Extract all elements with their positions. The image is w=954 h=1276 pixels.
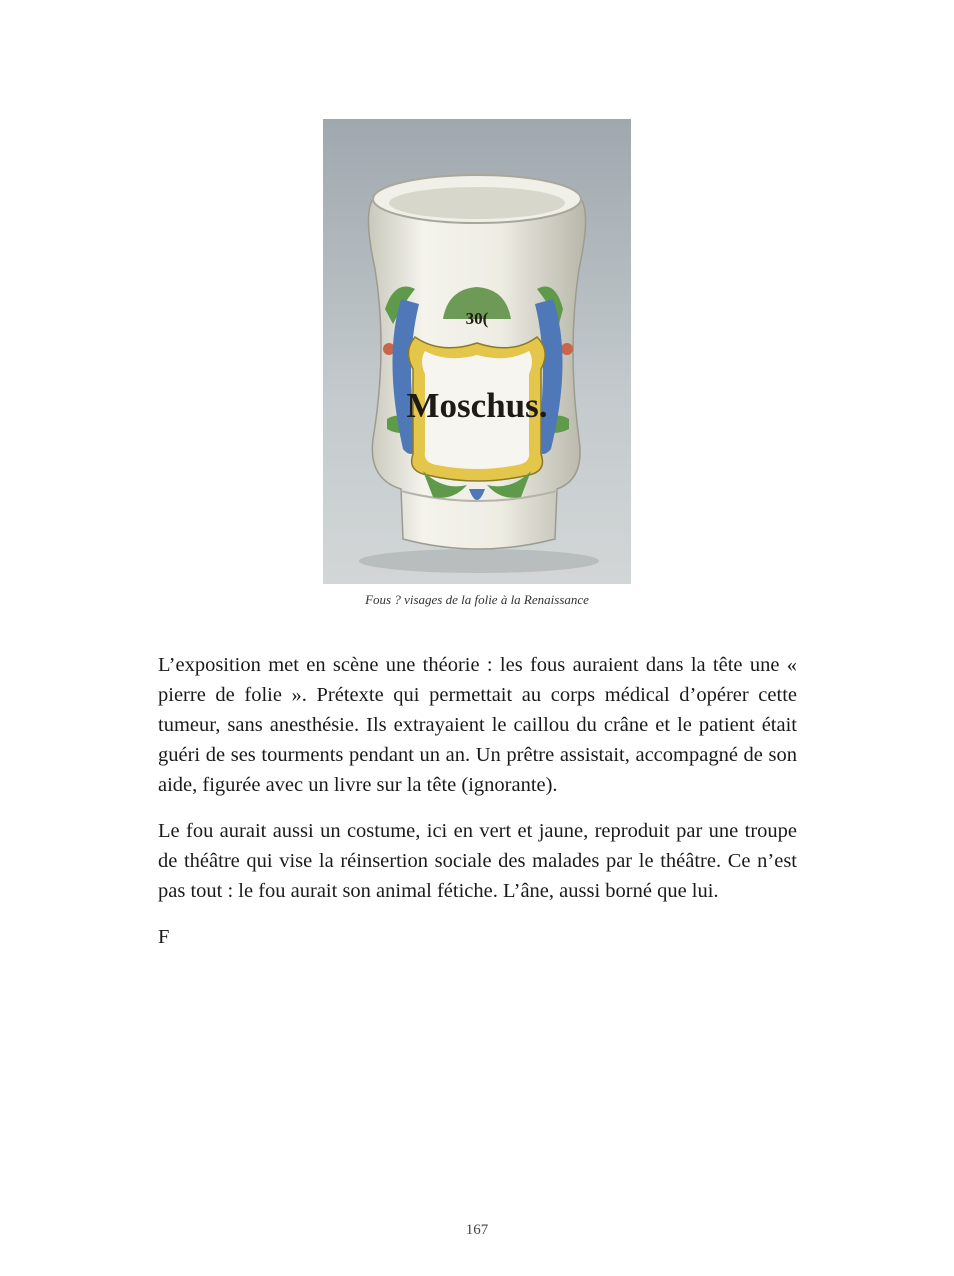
paragraph: L’exposition met en scène une théorie : les fous auraient dans la tête une « pierre de folie ». Prétexte qui permettait au corps médical d’opérer cette tumeur, sans anesthésie. Ils extrayaient le caillou du crâne et le patient était guéri de ses tourments pendant un an. Un prêtre assistait, accompagné de son aide, figurée avec un livre sur la tête (ignorante). xyxy=(158,654,797,796)
paragraph: Le fou aurait aussi un costume, ici en vert et jaune, reproduit par une troupe de théâtre qui vise la réinsertion sociale des malades par le théâtre. Ce n’est pas tout : le fou aurait son animal fétiche. L’âne, aussi borné que lui. xyxy=(158,820,797,902)
jar-number: 30( xyxy=(465,309,489,328)
article-body xyxy=(158,650,797,968)
jar-label: Moschus. xyxy=(406,386,548,425)
paragraph: F xyxy=(158,926,170,948)
figure-caption: Fous ? visages de la folie à la Renaissance xyxy=(365,592,589,607)
page-number: 167 xyxy=(465,1222,489,1238)
apothecary-jar-photo xyxy=(323,119,631,584)
